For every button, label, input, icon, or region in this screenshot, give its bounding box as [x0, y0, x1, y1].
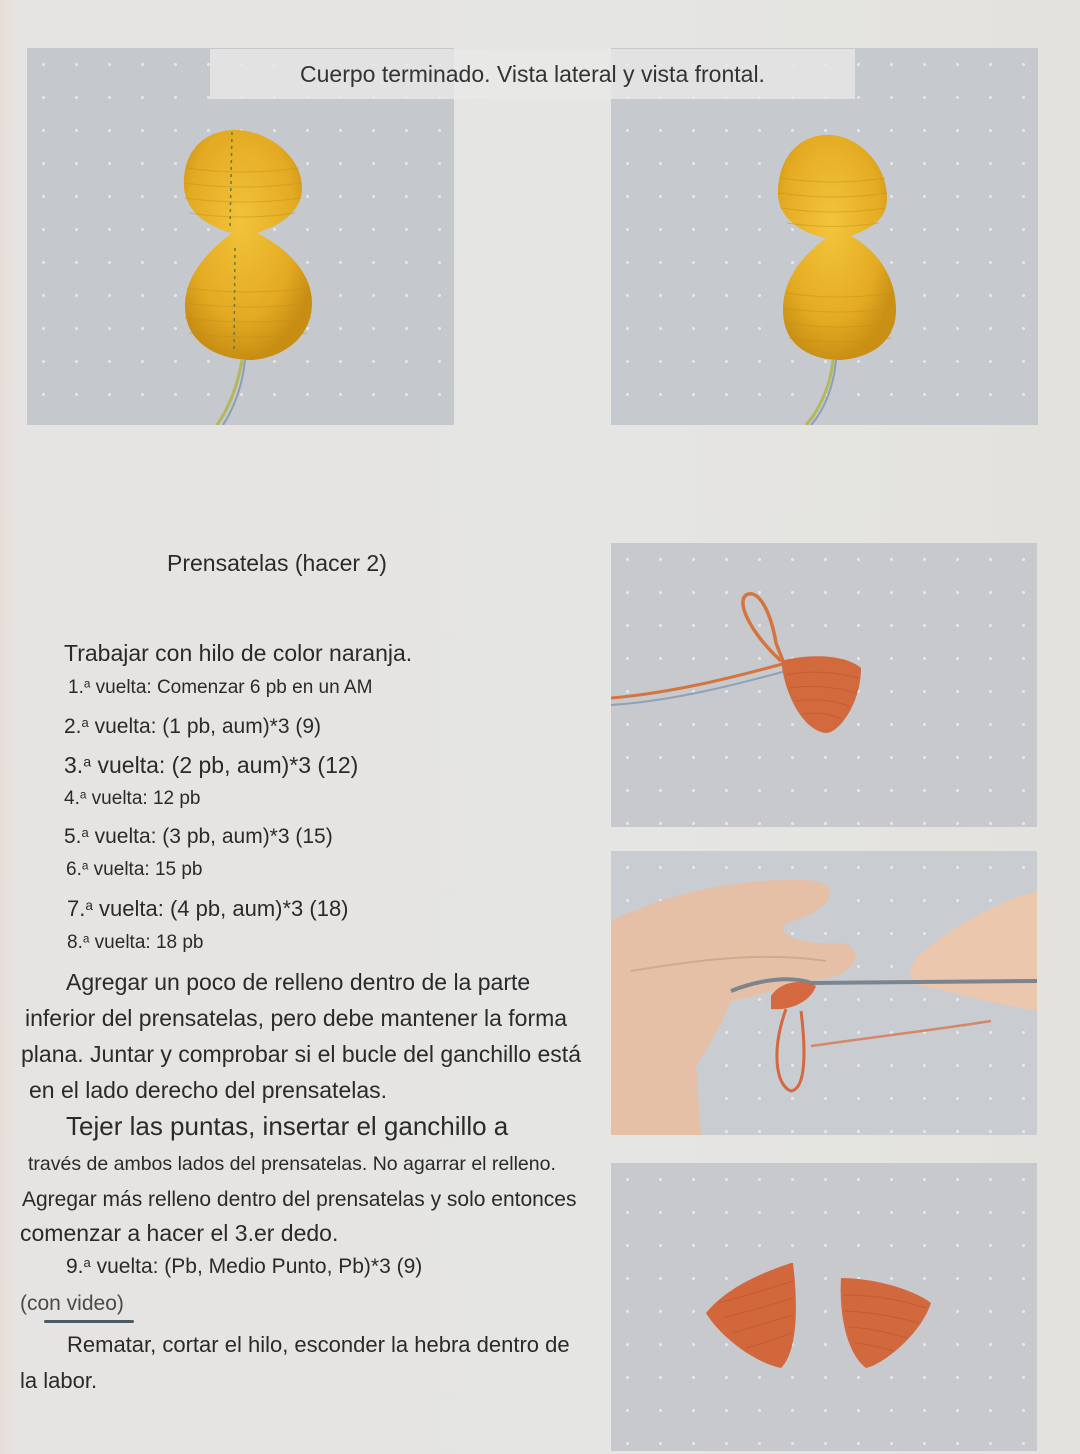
round-3: 3.$^a$ vuelta: (2 pb, aum)*3 (12) — [64, 752, 359, 778]
paragraph-line: Tejer las puntas, insertar el ganchillo a — [66, 1111, 509, 1141]
paragraph-line: Rematar, cortar el hilo, esconder la hebra dentro de — [67, 1332, 570, 1357]
photo-caption: Cuerpo terminado. Vista lateral y vista frontal. — [210, 49, 855, 99]
photo-piece-with-loop — [611, 543, 1037, 827]
paragraph-line: comenzar a hacer el 3.er dedo. — [20, 1220, 339, 1246]
video-link-underline — [44, 1320, 134, 1323]
orange-piece-illustration — [611, 543, 1037, 827]
photo-hands-crocheting — [611, 851, 1037, 1135]
yellow-body-front-illustration — [611, 48, 1038, 425]
round-9: 9.$^a$ vuelta: (Pb, Medio Punto, Pb)*3 (9) — [66, 1255, 423, 1278]
finishing-instructions — [20, 1327, 570, 1399]
paragraph-line: la labor. — [20, 1368, 98, 1393]
yellow-body-side-illustration — [27, 48, 454, 425]
two-orange-pieces-illustration — [611, 1163, 1037, 1451]
paragraph-line: inferior del prensatelas, pero debe mantener la forma — [25, 1005, 568, 1031]
paragraph-line: través de ambos lados del prensatelas. No agarrar el relleno. — [28, 1153, 556, 1175]
paragraph-line: plana. Juntar y comprobar si el bucle del ganchillo está — [21, 1041, 581, 1067]
round-8: 8.$^a$ vuelta: 18 pb — [67, 932, 204, 953]
paragraph-line: en el lado derecho del prensatelas. — [29, 1077, 388, 1103]
round-6: 6.$^a$ vuelta: 15 pb — [66, 859, 203, 880]
round-4: 4.$^a$ vuelta: 12 pb — [64, 788, 201, 809]
stuffing-instructions — [20, 964, 581, 1108]
tips-instructions — [20, 1106, 577, 1248]
round-2: 2.$^a$ vuelta: (1 pb, aum)*3 (9) — [64, 715, 322, 738]
photo-body-side-view — [27, 48, 454, 425]
paragraph-line: Agregar un poco de relleno dentro de la parte — [66, 969, 531, 995]
round-5: 5.$^a$ vuelta: (3 pb, aum)*3 (15) — [64, 825, 333, 848]
round-1: 1.$^a$ vuelta: Comenzar 6 pb en un AM — [68, 677, 373, 698]
section-title: Prensatelas (hacer 2) — [167, 550, 387, 576]
intro-text: Trabajar con hilo de color naranja. — [64, 640, 413, 666]
video-link[interactable]: (con video) — [20, 1292, 124, 1315]
round-7: 7.$^a$ vuelta: (4 pb, aum)*3 (18) — [67, 896, 349, 921]
paragraph-line: Agregar más relleno dentro del prensatelas y solo entonces — [22, 1188, 577, 1211]
photo-two-finished-pieces — [611, 1163, 1037, 1451]
hands-crochet-illustration — [611, 851, 1037, 1135]
photo-body-front-view — [611, 48, 1038, 425]
